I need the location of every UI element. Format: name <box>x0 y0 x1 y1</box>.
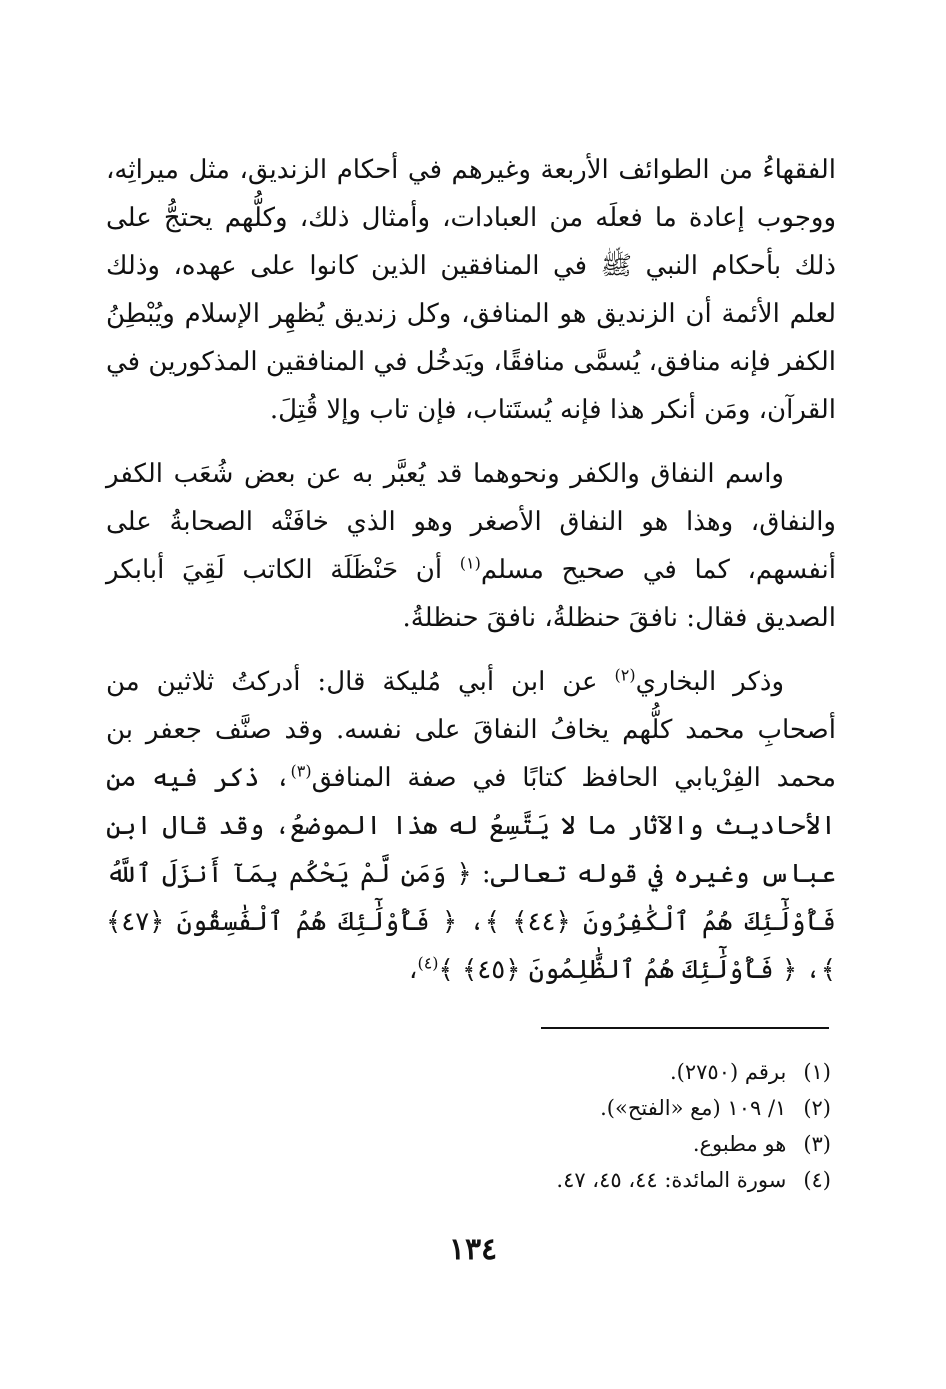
footnote-text: ١/ ١٠٩ (مع «الفتح»). <box>600 1096 787 1120</box>
paragraph <box>106 658 836 994</box>
quran-quote: ﴿ فَأُوْلَٰٓئِكَ هُمُ ٱلْفَٰسِقُونَ ﴿٤٧﴾ ﴾ <box>106 907 836 985</box>
footnote-item <box>231 1126 831 1162</box>
footnote-divider <box>541 1027 829 1029</box>
text-run: أن حَنْظَلَة الكاتب لَقِيَ أبابكر الصديق فقال: نافقَ حنظلةُ، نافقَ حنظلةُ. <box>106 555 836 633</box>
text-run: ، <box>797 955 821 985</box>
footnote-item <box>231 1162 831 1198</box>
quran-quote: ﴿ فَأُوْلَٰٓئِكَ هُمُ ٱلظَّٰلِمُونَ ﴿٤٥﴾ ﴾ <box>438 955 798 985</box>
footnote-list <box>231 1054 831 1198</box>
footnote-text: هو مطبوع. <box>692 1132 787 1156</box>
text-run: الفقهاءُ من الطوائف الأربعة وغيرهم في أحكام الزنديق، مثل ميراثِه، ووجوب إعادة ما فعلَه من العبادات، وأمثال ذلك، وكلُّهم يحتجُّ على ذلك بأحكام النبي ﷺ في المنافقين الذين كانوا على عهده، وذلك لعلم الأئمة أن الزنديق هو المنافق، وكل زنديق يُظهِر الإسلام ويُبْطِنُ الكفر فإنه منافق، يُسمَّى منافقًا، ويَدخُل في المنافقين المذكورين في القرآن، ومَن أنكر هذا فإنه يُستَتاب، فإن تاب وإلا قُتِلَ. <box>106 155 836 425</box>
text-run: ، <box>457 907 485 937</box>
footnote-number: (٢) <box>803 1096 831 1120</box>
paragraph <box>106 450 836 642</box>
page-number: ١٣٤ <box>448 1232 498 1267</box>
text-run: واسم النفاق والكفر ونحوهما قد يُعبَّر به عن بعض شُعَب الكفر والنفاق، وهذا هو النفاق الأصغر وهو الذي خافَتْه الصحابةُ على أنفسهم، كما في صحيح مسلم <box>106 459 837 585</box>
footnote-text: سورة المائدة: ٤٤، ٤٥، ٤٧. <box>556 1168 787 1192</box>
main-text <box>106 146 836 994</box>
footnote-item <box>231 1054 831 1090</box>
quran-quote: ﴿ وَمَن لَّمْ يَحْكُم بِمَآ أَنزَلَ ٱللَّهُ فَأُوْلَٰٓئِكَ هُمُ ٱلْكَٰفِرُونَ ﴿٤٤﴾ ﴾ <box>106 859 837 937</box>
text-run: عن ابن أبي مُليكة قال: أدركتُ ثلاثين من أصحابِ محمد كلُّهم يخافُ النفاقَ على نفسه. وقد صنَّف جعفر بن محمد الفِرْيابي الحافظ كتابًا في صفة المنافق <box>106 667 836 793</box>
footnote-reference: (٤) <box>417 953 439 973</box>
text-run: وذكر البخاري <box>635 667 784 697</box>
footnote-number: (١) <box>803 1060 831 1084</box>
footnote-number: (٣) <box>803 1132 831 1156</box>
footnote-number: (٤) <box>803 1168 831 1192</box>
text-run: ، ذكر فيه من الأحاديث والآثار ما لا يَتَّسِعُ له هذا الموضعُ، وقد قال ابن عباس وغيره في قوله تعالى: <box>106 763 836 889</box>
footnote-reference: (٢) <box>614 665 636 685</box>
paragraph <box>106 146 836 434</box>
footnote-text: برقم (٢٧٥٠). <box>669 1060 787 1084</box>
text-run: ، <box>409 955 418 985</box>
footnote-item <box>231 1090 831 1126</box>
footnote-reference: (١) <box>459 553 481 573</box>
footnote-reference: (٣) <box>290 761 312 781</box>
